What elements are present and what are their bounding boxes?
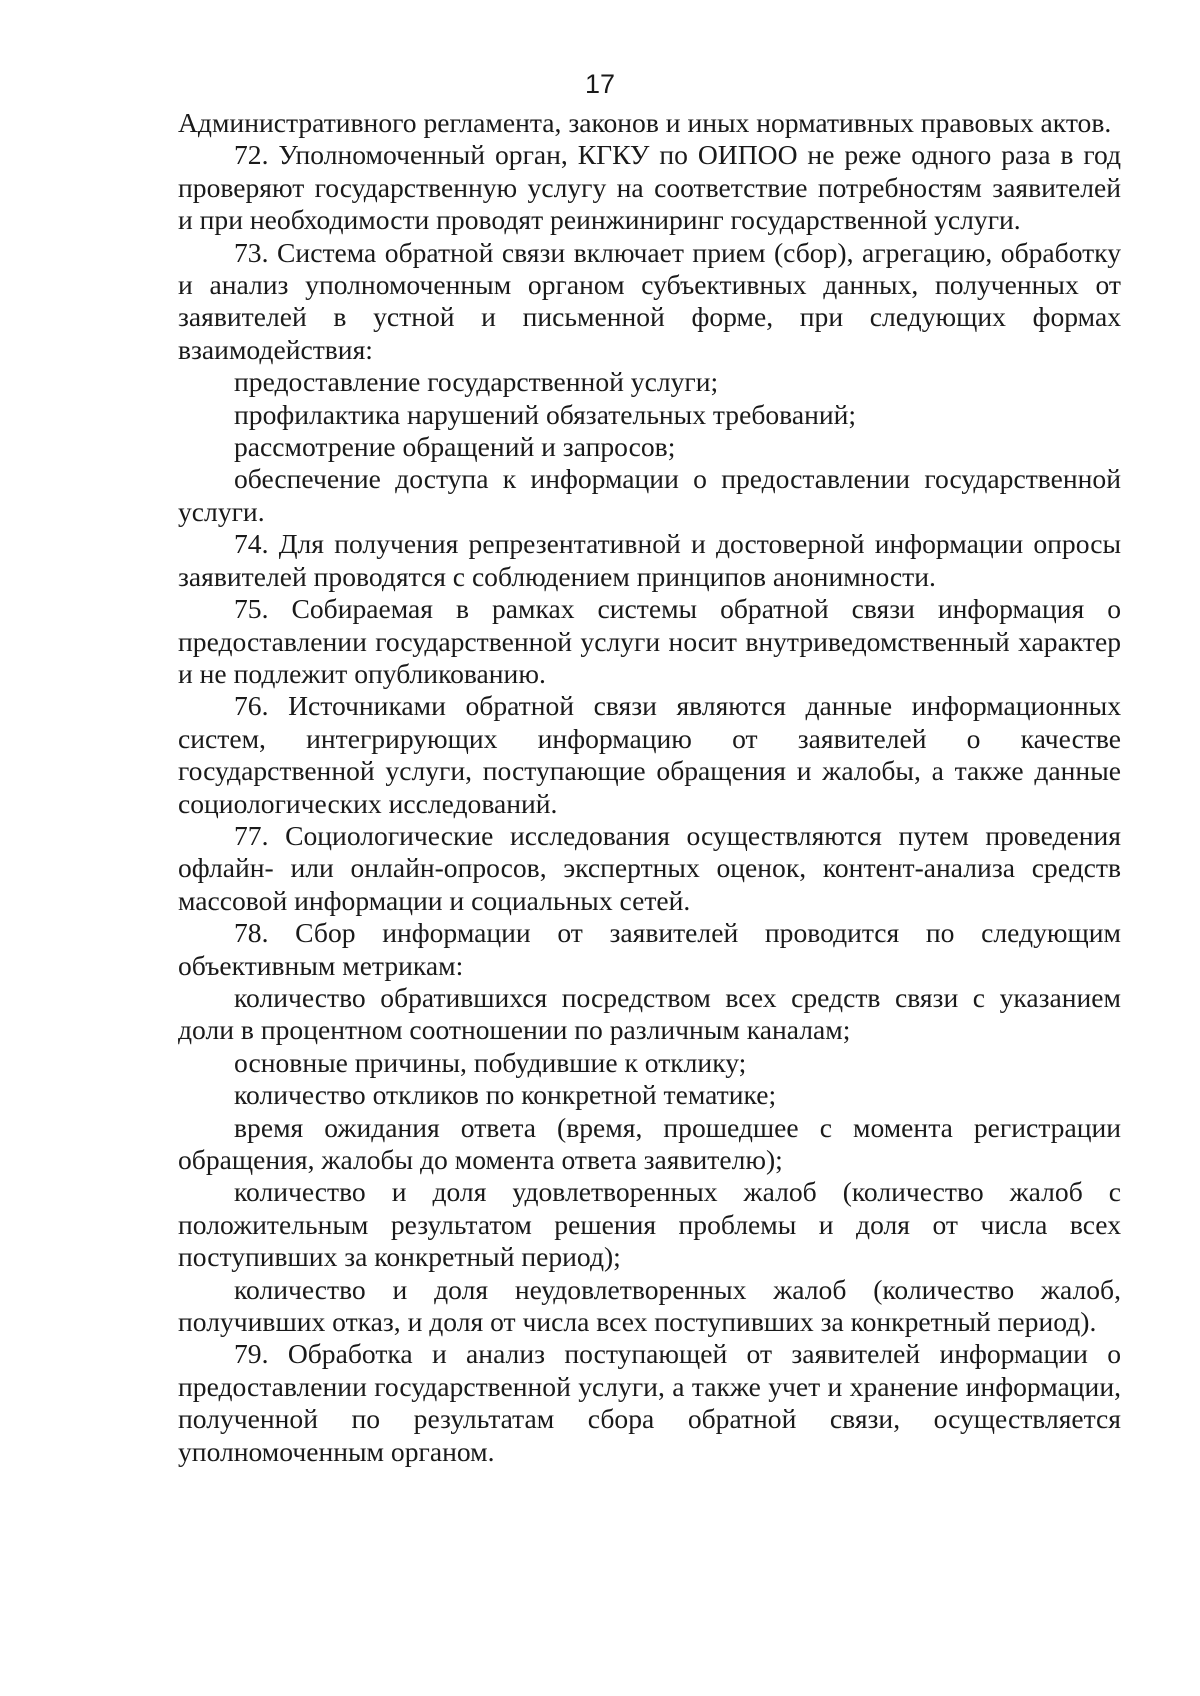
list-item-metric: количество откликов по конкретной тематике;: [234, 1079, 777, 1111]
paragraph-79: 79. Обработка и анализ поступающей от заявителей информации о предоставлении государственной услуги, а также учет и хранение информации, полученной по результатам сбора обратной связи, осуществляется уполномоченным органом.: [178, 1338, 1121, 1467]
list-item-metric: количество и доля неудовлетворенных жалоб (количество жалоб, получивших отказ, и доля от числа всех поступивших за конкретный период).: [178, 1273, 1121, 1338]
list-item-metric: основные причины, побудившие к отклику;: [234, 1046, 747, 1078]
paragraph-74: 74. Для получения репрезентативной и достоверной информации опросы заявителей проводятся с соблюдением принципов анонимности.: [178, 528, 1121, 592]
paragraph-76: 76. Источниками обратной связи являются данные информационных систем, интегрирующих информацию от заявителей о качестве государственной услуги, поступающие обращения и жалобы, а также данные социологических исследований.: [178, 690, 1121, 819]
paragraph-77: 77. Социологические исследования осуществляются путем проведения офлайн- или онлайн-опросов, экспертных оценок, контент-анализа средств массовой информации и социальных сетей.: [178, 819, 1121, 916]
page-number: 17: [584, 69, 616, 99]
paragraph-73: 73. Система обратной связи включает прием (сбор), агрегацию, обработку и анализ уполномоченным органом субъективных данных, полученных от заявителей в устной и письменной форме, при следующих формах взаимодействия:: [178, 236, 1121, 365]
list-item-metric: количество обратившихся посредством всех средств связи с указанием доли в процентном соотношении по различным каналам;: [178, 981, 1121, 1046]
list-item-interaction-form: профилактика нарушений обязательных требований;: [234, 398, 857, 430]
list-item-interaction-form: рассмотрение обращений и запросов;: [234, 431, 676, 463]
paragraph-78: 78. Сбор информации от заявителей проводится по следующим объективным метрикам:: [178, 917, 1121, 981]
list-item-metric: количество и доля удовлетворенных жалоб (количество жалоб с положительным результатом решения проблемы и доля от числа всех поступивших за конкретный период);: [178, 1176, 1121, 1273]
document-body: [178, 107, 1121, 1468]
paragraph-75: 75. Собираемая в рамках системы обратной связи информация о предоставлении государственной услуги носит внутриведомственный характер и не подлежит опубликованию.: [178, 593, 1121, 689]
paragraph-72: 72. Уполномоченный орган, КГКУ по ОИПОО не реже одного раза в год проверяют государственную услугу на соответствие потребностям заявителей и при необходимости проводят реинжиниринг государственной услуги.: [178, 139, 1121, 236]
list-item-metric: время ожидания ответа (время, прошедшее с момента регистрации обращения, жалобы до момента ответа заявителю);: [178, 1111, 1121, 1175]
list-item-interaction-form: обеспечение доступа к информации о предоставлении государственной услуги.: [178, 463, 1121, 527]
paragraph-continuation: Административного регламента, законов и иных нормативных правовых актов.: [178, 107, 1112, 138]
list-item-interaction-form: предоставление государственной услуги;: [234, 366, 719, 398]
